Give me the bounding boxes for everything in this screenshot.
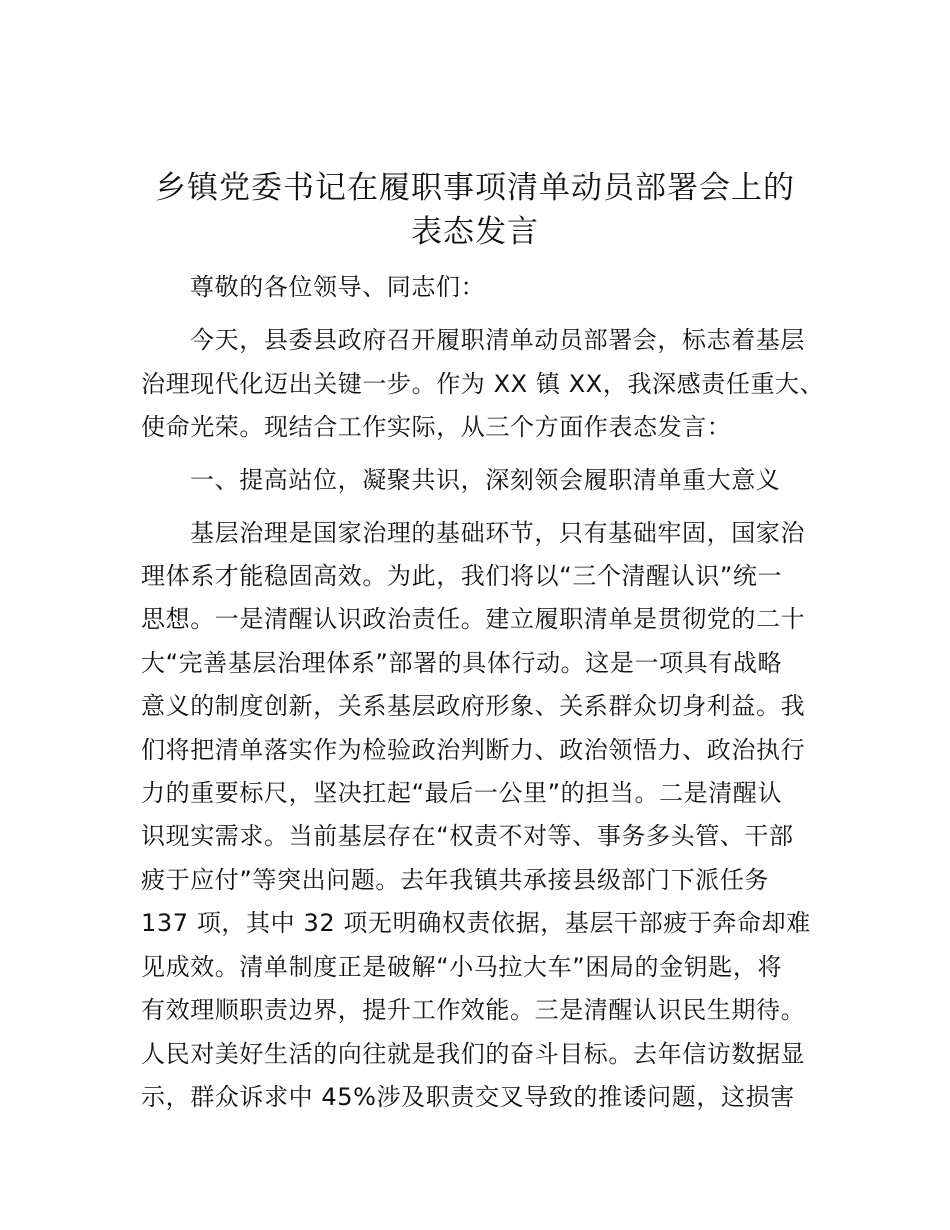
section-1-heading: 一、提高站位，凝聚共识，深刻领会履职清单重大意义 (190, 466, 781, 494)
paragraph-2-line: 人民对美好生活的向往就是我们的奋斗目标。去年信访数据显 (141, 1040, 806, 1068)
paragraph-2-line: 基层治理是国家治理的基础环节，只有基础牢固，国家治 (190, 519, 805, 547)
paragraph-1-line: 今天，县委县政府召开履职清单动员部署会，标志着基层 (190, 326, 805, 354)
document-title-line-1: 乡镇党委书记在履职事项清单动员部署会上的 (155, 170, 795, 206)
paragraph-2-line: 137 项，其中 32 项无明确权责依据，基层干部疲于奔命却难 (141, 909, 811, 937)
paragraph-2-line: 疲于应付”等突出问题。去年我镇共承接县级部门下派任务 (141, 866, 770, 894)
paragraph-2-line: 理体系才能稳固高效。为此，我们将以“三个清醒认识”统一 (141, 562, 783, 590)
paragraph-2-line: 力的重要标尺，坚决扛起“最后一公里”的担当。二是清醒认 (141, 779, 783, 807)
paragraph-2-line: 意义的制度创新，关系基层政府形象、关系群众切身利益。我 (141, 692, 806, 720)
paragraph-2-line: 有效理顺职责边界，提升工作效能。三是清醒认识民生期待。 (141, 996, 806, 1024)
paragraph-2-line: 大“完善基层治理体系”部署的具体行动。这是一项具有战略 (141, 649, 783, 677)
paragraph-2-line: 示，群众诉求中 45%涉及职责交叉导致的推诿问题，这损害 (141, 1083, 795, 1111)
salutation: 尊敬的各位领导、同志们： (190, 273, 486, 301)
paragraph-2-line: 思想。一是清醒认识政治责任。建立履职清单是贯彻党的二十 (141, 605, 806, 633)
document-title-line-2: 表态发言 (411, 214, 539, 250)
paragraph-2-line: 们将把清单落实作为检验政治判断力、政治领悟力、政治执行 (141, 736, 806, 764)
paragraph-1-line: 使命光荣。现结合工作实际，从三个方面作表态发言： (141, 413, 732, 441)
paragraph-1-line: 治理现代化迈出关键一步。作为 XX 镇 XX，我深感责任重大、 (141, 370, 825, 398)
paragraph-2-line: 见成效。清单制度正是破解“小马拉大车”困局的金钥匙，将 (141, 953, 783, 981)
paragraph-2-line: 识现实需求。当前基层存在“权责不对等、事务多头管、干部 (141, 822, 794, 850)
